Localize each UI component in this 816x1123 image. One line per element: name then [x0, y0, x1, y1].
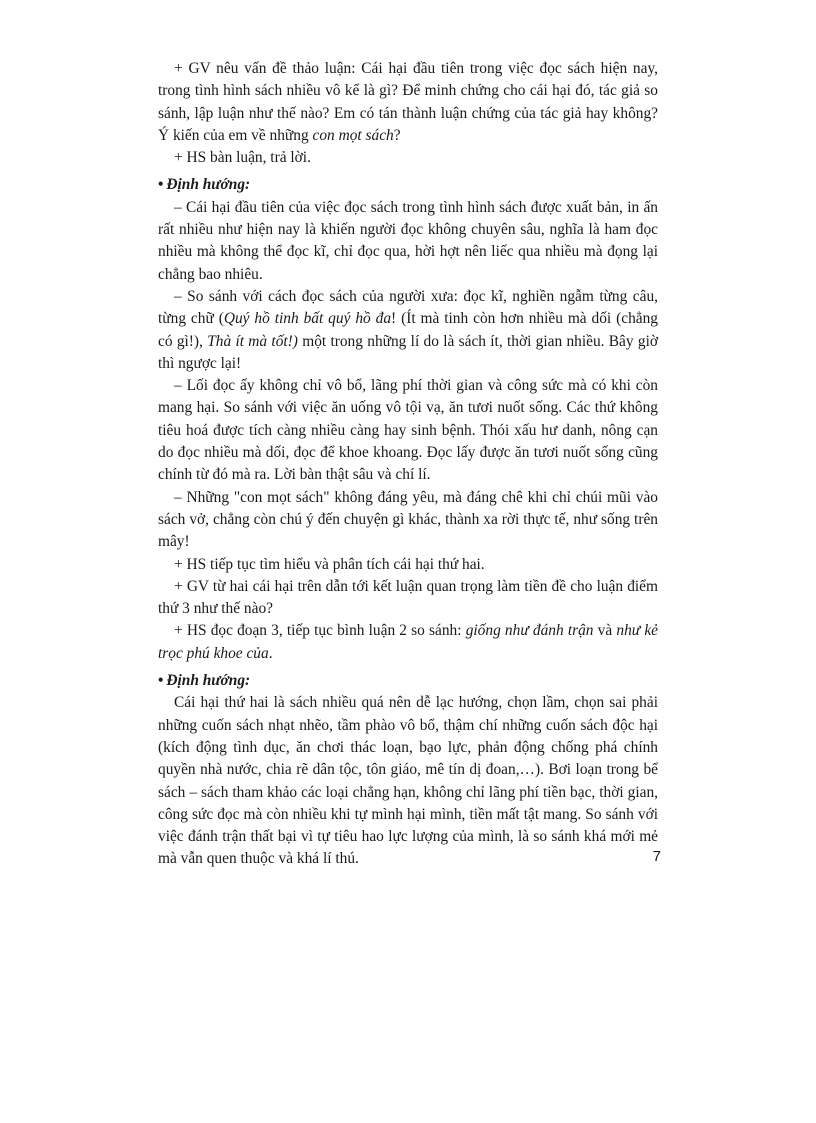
paragraph-gv-conclusion: + GV từ hai cái hại trên dẫn tới kết luận quan trọng làm tiền đề cho luận điểm thứ 3 như thế nào? [158, 577, 658, 618]
paragraph-comparison-ancients: – So sánh với cách đọc sách của người xưa: đọc kĩ, nghiền ngẫm từng câu, từng chữ (Quý hồ tinh bất quý hồ đa! (Ít mà tinh còn hơn nhiều mà dối (chẳng có gì!), Thà ít mà tốt!) một trong những lí do là sách ít, thời gian nhiều. Bây giờ thì ngược lại! [158, 287, 659, 372]
bullet-icon: • [158, 176, 164, 194]
paragraph-first-harm: – Cái hại đầu tiên của việc đọc sách trong tình hình sách được xuất bản, in ấn rất nhiều như hiện nay là khiến người đọc không chuyên sâu, nghĩa là ham đọc nhiều mà không thể đọc kĩ, chỉ đọc qua, hời hợt nên liếc qua nhiều mà đọng lại chẳng bao nhiêu. [158, 198, 658, 283]
paragraph-hs-second-harm: + HS tiếp tục tìm hiểu và phân tích cái hại thứ hai. [174, 555, 485, 573]
body-text [158, 58, 658, 871]
paragraph-hs-comparisons: + HS đọc đoạn 3, tiếp tục bình luận 2 so sánh: giống như đánh trận và như kẻ trọc phú khoe của. [158, 622, 658, 662]
italic-term-con-mot-sach: con mọt sách [312, 126, 394, 144]
italic-quote-tha-it: Thà ít mà tốt!) [207, 332, 298, 350]
paragraph-harmful-reading: – Lối đọc ấy không chỉ vô bổ, lãng phí thời gian và công sức mà có khi còn mang hại. So sánh với việc ăn uống vô tội vạ, ăn tươi nuốt sống. Các thứ không tiêu hoá được tích càng nhiều càng hay sinh bệnh. Thói xấu hư danh, nông cạn do đọc nhiều mà dối, đọc để khoe khoang. Đọc lấy được ăn tươi nuốt sống cũng chính từ đó mà ra. Lời bàn thật sâu và chí lí. [158, 377, 658, 484]
italic-phrase-danh-tran: giống như đánh trận [465, 622, 594, 640]
bullet-icon: • [158, 672, 164, 690]
italic-phrase-troc-phu: như kẻ trọc phú khoe của [158, 622, 658, 662]
paragraph-bookworm: – Những "con mọt sách" không đáng yêu, mà đáng chê khi chỉ chúi mũi vào sách vở, chẳng còn chú ý đến chuyện gì khác, thành xa rời thực tế, như sống trên mây! [158, 488, 658, 551]
section-heading-dinh-huong: • Định hướng: [158, 176, 251, 194]
section-heading-dinh-huong-2: • Định hướng: [158, 672, 251, 690]
paragraph-hs-answer: + HS bàn luận, trả lời. [174, 149, 311, 167]
paragraph-second-harm: Cái hại thứ hai là sách nhiều quá nên dễ lạc hướng, chọn lầm, chọn sai phải những cuốn sách nhạt nhẽo, tầm phào vô bổ, thậm chí những cuốn sách độc hại (kích động tình dục, ăn chơi thác loạn, bạo lực, phản động chống phá chính quyền nhà nước, chia rẽ dân tộc, tôn giáo, mê tín dị đoan,…). Bơi loạn trong bể sách – sách tham khảo các loại chẳng hạn, không chỉ lãng phí tiền bạc, thời gian, công sức đọc mà còn nhiều khi tự mình hại mình, tiền mất tật mang. So sánh với việc đánh trận thất bại vì tự tiêu hao lực lượng của mình, là so sánh khá mới mẻ mà vẫn quen thuộc và khá lí thú. [158, 694, 658, 868]
paragraph-gv-question: + GV nêu vấn đề thảo luận: Cái hại đầu tiên trong việc đọc sách hiện nay, trong tình hình sách nhiều vô kể là gì? Để minh chứng cho cái hại đó, tác giả so sánh, lập luận như thế nào? Em có tán thành luận chứng của tác giả hay không? Ý kiến của em về những con mọt sách? [158, 60, 658, 144]
page-number: 7 [652, 848, 661, 865]
italic-quote-quy-ho: Quý hồ tinh bất quý hồ đa [223, 310, 392, 328]
